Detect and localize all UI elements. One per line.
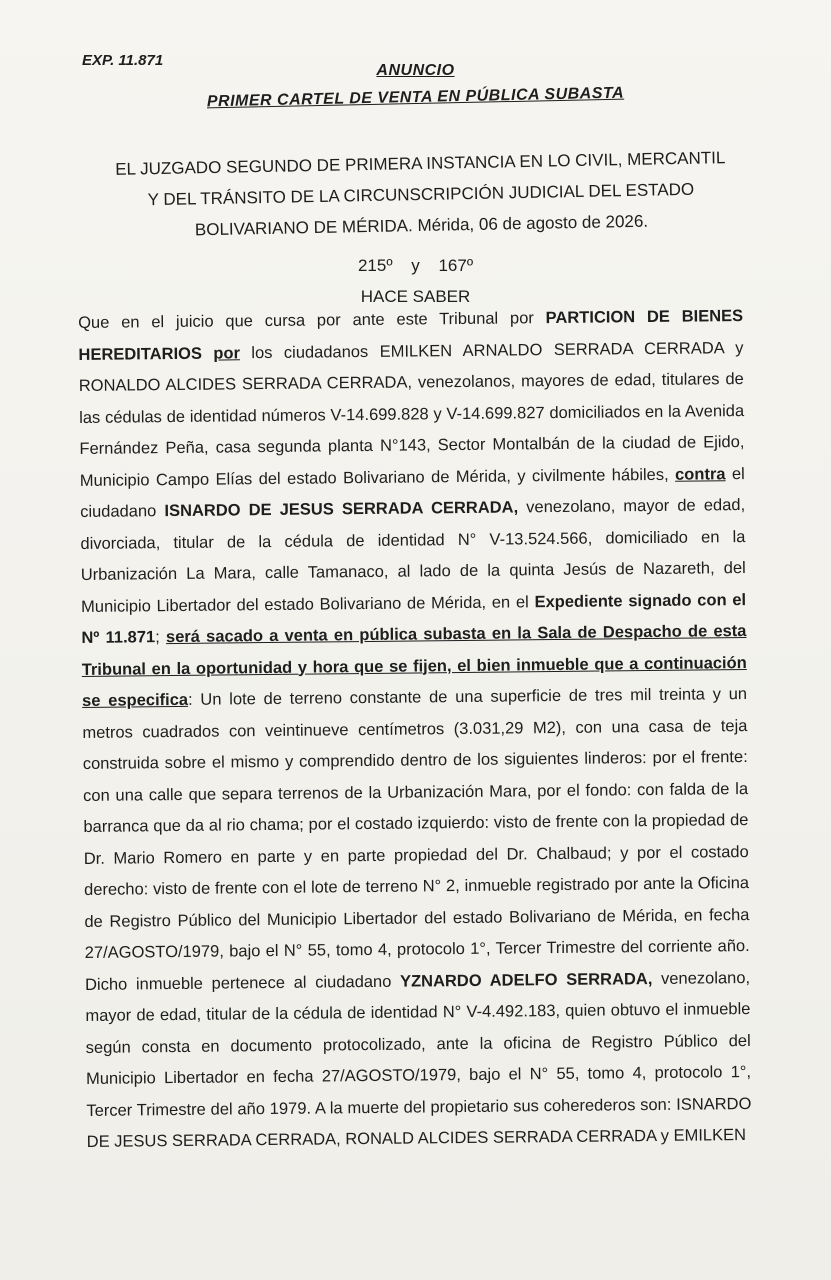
body-text: Que en el juicio que cursa por ante este Tribunal por xyxy=(78,309,546,332)
expediente-number: EXP. 11.871 xyxy=(82,52,164,69)
body-text: ; xyxy=(155,628,167,647)
body-bold-text: ISNARDO DE JESUS SERRADA CERRADA, xyxy=(164,498,519,521)
court-line-2: Y DEL TRÁNSITO DE LA CIRCUNSCRIPCIÓN JUDICIAL DEL ESTADO xyxy=(147,179,695,210)
body-bold-text: YZNARDO ADELFO SERRADA, xyxy=(399,969,653,991)
body-text: venezolano, mayor de edad, divorciada, titular de la cédula de identidad N° V-13.524.566, domiciliado en la Urbanización La Mara, calle Tamanaco, al lado de la quinta Jesús de Nazareth, del Municipio Libertador del estado Bolivariano de Mérida, en el xyxy=(80,496,746,616)
anuncio-heading: ANUNCIO xyxy=(376,62,455,79)
court-line-3: BOLIVARIANO DE MÉRIDA. Mérida, 06 de agosto de 2026. xyxy=(194,211,649,240)
body-bold-text: Expediente signado con el Nº 11.871 xyxy=(81,590,747,647)
document-title: PRIMER CARTEL DE VENTA EN PÚBLICA SUBASTA xyxy=(206,84,625,111)
body-paragraph xyxy=(78,301,752,1158)
body-text: : Un lote de terreno constante de una superficie de tres mil treinta y un metros cuadrados con veintinueve centímetros (3.031,29 M2), con una casa de teja construida sobre el mismo y comprendido dentro de los siguientes linderos: por el frente: con una calle que separa terrenos de la Urbanización Mara, por el fondo: con falda de la barranca que da al rio chama; por el costado izquierdo: visto de frente con la propiedad de Dr. Mario Romero en parte y en parte propiedad del Dr. Chalbaud; y por el costado derecho: visto de frente con el lote de terreno N° 2, inmueble registrado por ante la Oficina de Registro Público del Municipio Libertador del estado Bolivariano de Mérida, en fecha 27/AGOSTO/1979, bajo el N° 55, tomo 4, protocolo 1°, Tercer Trimestre del corriente año. Dicho inmueble pertenece al ciudadano xyxy=(82,685,750,994)
years-line: 215º y 167º xyxy=(357,256,474,275)
body-text: el ciudadano xyxy=(80,464,745,521)
body-underlined-text: por xyxy=(213,343,241,363)
body-text: venezolano, mayor de edad, titular de la cédula de identidad N° V-4.492.183, quien obtuvo el inmueble según consta en documento protocolizado, ante la oficina de Registro Público del Municipio Libertador en fecha 27/AGOSTO/1979, bajo el N° 55, tomo 4, protocolo 1°, Tercer Trimestre del año 1979. A la muerte del propietario sus coherederos son: ISNARDO DE JESUS SERRADA CERRADA, RONALD ALCIDES SERRADA CERRADA y EMILKEN xyxy=(85,968,752,1151)
body-underlined-text: contra xyxy=(674,464,726,484)
court-header xyxy=(60,141,782,248)
hace-saber-heading: HACE SABER xyxy=(360,287,471,306)
court-line-1: EL JUZGADO SEGUNDO DE PRIMERA INSTANCIA EN LO CIVIL, MERCANTIL xyxy=(115,148,726,179)
body-underlined-text: será sacado a venta en pública subasta en la Sala de Despacho de esta Tribunal en la oportunidad y hora que se fijen, el bien inmueble que a continuación se especifica xyxy=(81,622,747,710)
body-text: los ciudadanos EMILKEN ARNALDO SERRADA CERRADA y RONALDO ALCIDES SERRADA CERRADA, venezolanos, mayores de edad, titulares de las cédulas de identidad números V-14.699.828 y V-14.699.827 domiciliados en la Avenida Fernández Peña, casa segunda planta N°143, Sector Montalbán de la ciudad de Ejido, Municipio Campo Elías del estado Bolivariano de Mérida, y civilmente hábiles, xyxy=(78,338,745,490)
body-bold-text: PARTICION DE BIENES HEREDITARIOS xyxy=(78,307,744,364)
